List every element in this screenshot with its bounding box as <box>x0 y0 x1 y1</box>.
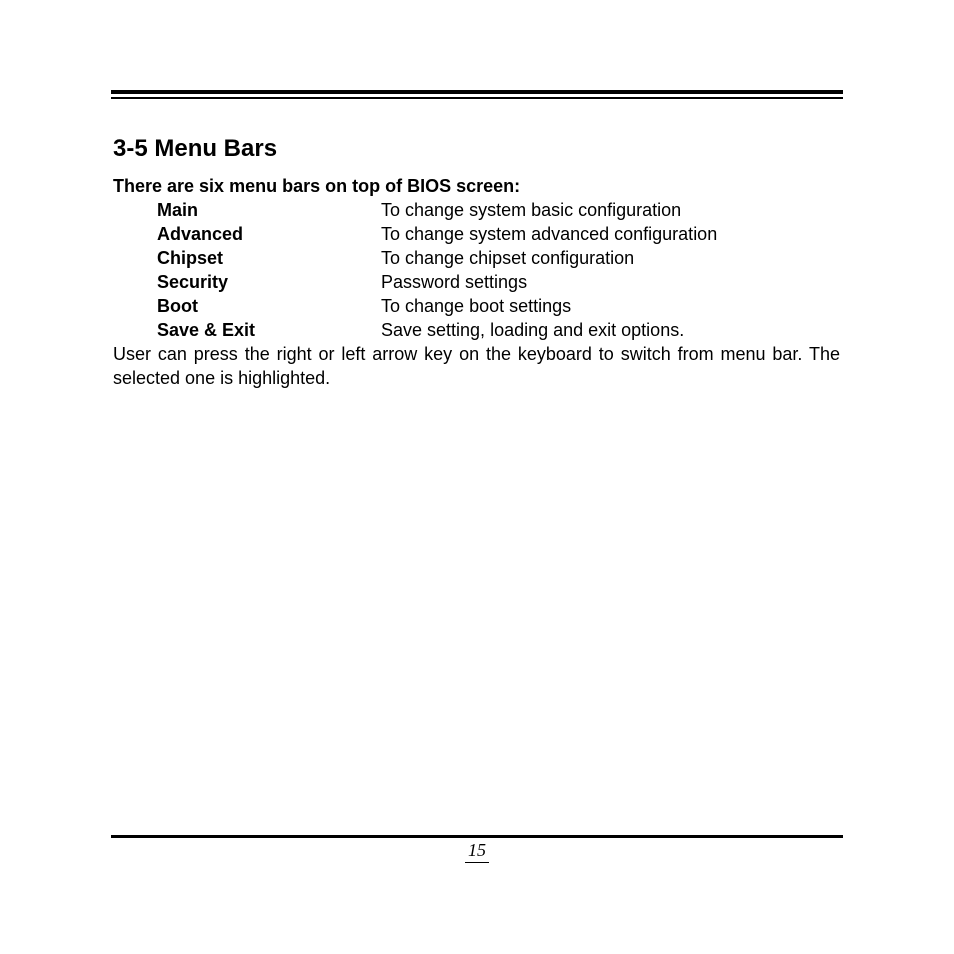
menu-bar-description: Password settings <box>381 272 528 292</box>
menu-bar-name: Security <box>157 272 229 292</box>
menu-bar-description: To change boot settings <box>381 296 572 316</box>
menu-bar-row-save-exit <box>157 318 797 342</box>
menu-bar-row-main <box>157 198 797 222</box>
menu-bar-description: Save setting, loading and exit options. <box>381 320 685 340</box>
menu-bar-description: To change chipset configuration <box>381 248 635 268</box>
menu-bar-description: To change system advanced configuration <box>381 224 718 244</box>
intro-text: There are six menu bars on top of BIOS screen: <box>113 176 521 196</box>
menu-bar-name: Advanced <box>157 224 244 244</box>
menu-bar-description: To change system basic configuration <box>381 200 682 220</box>
menu-bar-list <box>157 198 797 342</box>
menu-bar-name: Boot <box>157 296 198 316</box>
menu-bar-row-chipset <box>157 246 797 270</box>
header-rule-thick <box>111 90 843 94</box>
page-number <box>0 838 954 863</box>
menu-bar-name: Main <box>157 200 199 220</box>
menu-bar-name: Chipset <box>157 248 224 268</box>
menu-bar-row-security <box>157 270 797 294</box>
section-title: 3-5 Menu Bars <box>113 135 278 162</box>
body-paragraph: User can press the right or left arrow key on the keyboard to switch from menu bar. The selected one is highlighted. <box>113 344 840 388</box>
menu-bar-row-advanced <box>157 222 797 246</box>
menu-bar-row-boot <box>157 294 797 318</box>
page-number-text: 15 <box>465 838 489 863</box>
header-rule-thin <box>111 97 843 99</box>
menu-bar-name: Save & Exit <box>157 320 256 340</box>
